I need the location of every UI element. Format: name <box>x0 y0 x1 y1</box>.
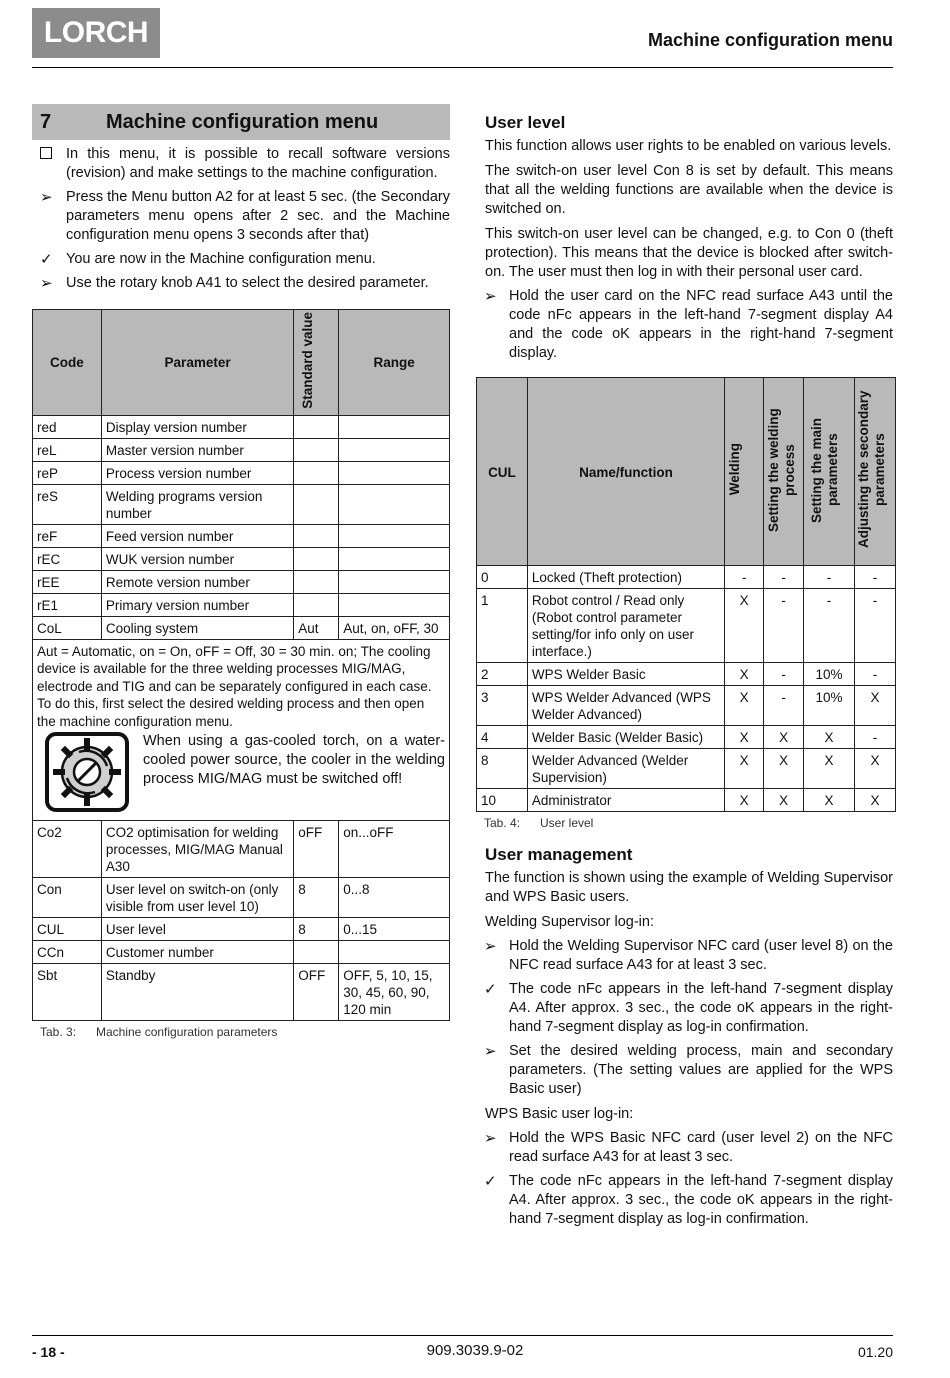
intro-list <box>32 145 450 293</box>
header-parameter: Parameter <box>101 310 293 416</box>
table-row <box>33 524 450 547</box>
cell-range: 0...15 <box>339 918 450 941</box>
cell-parameter: Cooling system <box>101 616 293 639</box>
cell-standard: OFF <box>294 964 339 1021</box>
cell-c2: X <box>764 749 804 789</box>
table-row <box>477 789 896 812</box>
header-setting-main: Setting the main parameters <box>804 378 855 566</box>
cell-standard: 8 <box>294 878 339 918</box>
cell-c1: X <box>725 749 764 789</box>
cell-standard <box>294 524 339 547</box>
cell-c3: X <box>804 749 855 789</box>
cell-cul: 4 <box>477 726 528 749</box>
cell-parameter: Display version number <box>101 415 293 438</box>
table-row <box>33 415 450 438</box>
header-welding: Welding <box>725 378 764 566</box>
document-number: 909.3039.9-02 <box>426 1342 524 1359</box>
user-level-table <box>476 377 896 812</box>
header-rule <box>32 67 893 68</box>
cell-code: rE1 <box>33 593 102 616</box>
config-parameters-table <box>32 309 450 1021</box>
cell-cul: 8 <box>477 749 528 789</box>
right-column <box>476 104 896 1229</box>
table-row <box>477 749 896 789</box>
checkbox-icon <box>32 145 66 183</box>
cell-range: 0...8 <box>339 878 450 918</box>
cell-standard <box>294 438 339 461</box>
cell-parameter: User level <box>101 918 293 941</box>
arrow-icon: ➢ <box>484 938 497 955</box>
header-standard-value: Standard value <box>294 310 339 416</box>
cell-c1: X <box>725 589 764 663</box>
cell-parameter: WUK version number <box>101 547 293 570</box>
cell-c2: - <box>764 686 804 726</box>
arrow-icon: ➢ <box>484 288 497 305</box>
footer-rule <box>32 1335 893 1336</box>
cell-standard: 8 <box>294 918 339 941</box>
cell-cul: 1 <box>477 589 528 663</box>
cell-standard <box>294 593 339 616</box>
table4-caption: Tab. 4: User level <box>484 816 594 830</box>
cell-c3: 10% <box>804 686 855 726</box>
cooling-note-cell <box>33 639 450 821</box>
cell-c4: - <box>854 589 895 663</box>
user-management-heading: User management <box>485 845 633 864</box>
table-row <box>477 589 896 663</box>
um-step: ➢ Hold the Welding Supervisor NFC card (user level 8) on the NFC read surface A43 for at least 3 sec. <box>476 937 893 975</box>
left-column <box>32 104 450 1039</box>
cell-c3: X <box>804 726 855 749</box>
cell-range <box>339 484 450 524</box>
cell-standard <box>294 941 339 964</box>
cooler-warning-icon <box>37 732 143 816</box>
cooler-warning-text: When using a gas-cooled torch, on a water-cooled power source, the cooler in the welding process MIG/MAG must be switched off! <box>143 733 445 788</box>
cell-range <box>339 438 450 461</box>
cell-code: rEC <box>33 547 102 570</box>
cell-c1: X <box>725 663 764 686</box>
cell-c4: - <box>854 663 895 686</box>
warning-block <box>37 732 445 816</box>
header-setting-process: Setting the welding process <box>764 378 804 566</box>
header-cul: CUL <box>477 378 528 566</box>
arrow-icon: ➢ <box>40 275 53 292</box>
cell-name: Administrator <box>527 789 724 812</box>
intro-item: ➢ Use the rotary knob A41 to select the desired parameter. <box>32 274 450 293</box>
cell-code: Co2 <box>33 821 102 878</box>
cell-parameter: Standby <box>101 964 293 1021</box>
table-row <box>33 964 450 1021</box>
cell-name: WPS Welder Advanced (WPS Welder Advanced) <box>527 686 724 726</box>
cell-cul: 3 <box>477 686 528 726</box>
table-row <box>33 918 450 941</box>
cell-parameter: Remote version number <box>101 570 293 593</box>
table-row <box>33 570 450 593</box>
cell-standard <box>294 547 339 570</box>
cell-standard <box>294 484 339 524</box>
cell-name: WPS Welder Basic <box>527 663 724 686</box>
table-row <box>33 878 450 918</box>
header-adjusting-secondary: Adjusting the secondary parameters <box>854 378 895 566</box>
arrow-icon: ➢ <box>484 1043 497 1060</box>
cell-code: Sbt <box>33 964 102 1021</box>
cell-parameter: Process version number <box>101 461 293 484</box>
cell-code: reF <box>33 524 102 547</box>
user-level-step: ➢ Hold the user card on the NFC read surface A43 until the code nFc appears in the left-hand 7-segment display A4 and the code oK appears in the right-hand 7-segment display. <box>476 287 893 363</box>
cell-c3: - <box>804 566 855 589</box>
cooling-note: Aut = Automatic, on = On, oFF = Off, 30 = 30 min. on; The cooling device is available for the three welding processes MIG/MAG, electrode and TIG and can be separately configured in each case. To do this, first select the desired welding process and then open the machine configuration menu. <box>37 643 432 729</box>
cell-range <box>339 524 450 547</box>
table-row <box>33 941 450 964</box>
table-row <box>477 726 896 749</box>
cell-c4: X <box>854 749 895 789</box>
header-code: Code <box>33 310 102 416</box>
cell-code: red <box>33 415 102 438</box>
cell-standard: Aut <box>294 616 339 639</box>
table-row <box>33 593 450 616</box>
cell-cul: 10 <box>477 789 528 812</box>
cell-standard <box>294 461 339 484</box>
arrow-icon: ➢ <box>40 189 53 206</box>
cell-range: OFF, 5, 10, 15, 30, 45, 60, 90, 120 min <box>339 964 450 1021</box>
cell-code: reS <box>33 484 102 524</box>
user-level-heading: User level <box>485 113 566 132</box>
cell-parameter: Master version number <box>101 438 293 461</box>
table-row <box>33 616 450 639</box>
cell-code: CoL <box>33 616 102 639</box>
table-row <box>33 461 450 484</box>
cell-c1: X <box>725 726 764 749</box>
um-step: ➢ Set the desired welding process, main and secondary parameters. (The setting values are applied for the WPS Basic user) <box>476 1042 893 1099</box>
cell-range <box>339 593 450 616</box>
cell-range: on...oFF <box>339 821 450 878</box>
cell-name: Robot control / Read only (Robot control parameter setting/for info only on user interface.) <box>527 589 724 663</box>
table-row <box>33 438 450 461</box>
um-step: ➢ Hold the WPS Basic NFC card (user level 2) on the NFC read surface A43 for at least 3 sec. <box>476 1129 893 1167</box>
cell-range <box>339 461 450 484</box>
cell-c3: X <box>804 789 855 812</box>
intro-item: ✓ You are now in the Machine configuration menu. <box>32 250 450 269</box>
cell-standard: oFF <box>294 821 339 878</box>
cell-cul: 2 <box>477 663 528 686</box>
cell-c2: - <box>764 663 804 686</box>
table-row <box>33 821 450 878</box>
um-step: ✓ The code nFc appears in the left-hand 7-segment display A4. After approx. 3 sec., the code oK appears in the right-hand 7-segment display as log-in confirmation. <box>476 980 893 1037</box>
user-management-section <box>476 844 896 1229</box>
cell-parameter: User level on switch-on (only visible from user level 10) <box>101 878 293 918</box>
cell-c3: 10% <box>804 663 855 686</box>
cell-parameter: CO2 optimisation for welding processes, MIG/MAG Manual A30 <box>101 821 293 878</box>
cell-code: CUL <box>33 918 102 941</box>
intro-item: ➢ Press the Menu button A2 for at least 5 sec. (the Secondary parameters menu opens after 2 sec. and the Machine configuration menu opens 3 seconds after that) <box>32 188 450 245</box>
user-level-section <box>476 104 896 363</box>
cell-c4: X <box>854 789 895 812</box>
table-row <box>477 663 896 686</box>
user-level-p3: This switch-on user level can be changed, e.g. to Con 0 (theft protection). This means that the device is blocked after switch-on. The user must then log in with their personal user card. <box>485 226 893 280</box>
table-row <box>33 547 450 570</box>
cell-cul: 0 <box>477 566 528 589</box>
intro-item: In this menu, it is possible to recall software versions (revision) and make settings to the machine configuration. <box>32 145 450 183</box>
cell-code: reL <box>33 438 102 461</box>
user-level-p2: The switch-on user level Con 8 is set by default. This means that all the welding functions are available when the device is switched on. <box>485 163 893 217</box>
lorch-logo: LORCH <box>32 8 160 58</box>
cell-code: Con <box>33 878 102 918</box>
cell-code: rEE <box>33 570 102 593</box>
um-step: ✓ The code nFc appears in the left-hand 7-segment display A4. After approx. 3 sec., the code oK appears in the right-hand 7-segment display as log-in confirmation. <box>476 1172 893 1229</box>
table3-caption: Tab. 3: Machine configuration parameters <box>40 1025 278 1040</box>
cell-c4: X <box>854 686 895 726</box>
cell-standard <box>294 570 339 593</box>
section-number: 7 <box>40 110 52 133</box>
cell-c2: - <box>764 589 804 663</box>
header-name-function: Name/function <box>527 378 724 566</box>
user-management-p1: The function is shown using the example of Welding Supervisor and WPS Basic users. <box>485 870 893 905</box>
cell-range <box>339 941 450 964</box>
cell-c1: - <box>725 566 764 589</box>
supervisor-login-label: Welding Supervisor log-in: <box>485 914 654 930</box>
check-icon: ✓ <box>40 251 53 268</box>
section-heading <box>32 104 450 140</box>
cell-c3: - <box>804 589 855 663</box>
cell-c2: - <box>764 566 804 589</box>
cell-c1: X <box>725 789 764 812</box>
cell-standard <box>294 415 339 438</box>
cell-code: reP <box>33 461 102 484</box>
header-range: Range <box>339 310 450 416</box>
arrow-icon: ➢ <box>484 1130 497 1147</box>
section-title: Machine configuration menu <box>106 110 379 133</box>
cell-range <box>339 547 450 570</box>
cell-c1: X <box>725 686 764 726</box>
table-row <box>477 566 896 589</box>
page-number: - 18 - <box>32 1344 65 1360</box>
document-date: 01.20 <box>857 1344 893 1360</box>
table-row <box>33 484 450 524</box>
cell-range <box>339 415 450 438</box>
table-row <box>477 686 896 726</box>
cell-name: Welder Advanced (Welder Supervision) <box>527 749 724 789</box>
cell-name: Locked (Theft protection) <box>527 566 724 589</box>
cell-c2: X <box>764 726 804 749</box>
cell-range: Aut, on, oFF, 30 <box>339 616 450 639</box>
cell-parameter: Primary version number <box>101 593 293 616</box>
cell-parameter: Feed version number <box>101 524 293 547</box>
check-icon: ✓ <box>484 1173 497 1190</box>
cell-c2: X <box>764 789 804 812</box>
header-title: Machine configuration menu <box>647 30 893 50</box>
cell-parameter: Customer number <box>101 941 293 964</box>
cell-name: Welder Basic (Welder Basic) <box>527 726 724 749</box>
cell-parameter: Welding programs version number <box>101 484 293 524</box>
cell-range <box>339 570 450 593</box>
cell-c4: - <box>854 726 895 749</box>
user-level-p1: This function allows user rights to be enabled on various levels. <box>485 138 892 154</box>
cell-code: CCn <box>33 941 102 964</box>
cell-c4: - <box>854 566 895 589</box>
wps-login-label: WPS Basic user log-in: <box>485 1106 634 1122</box>
check-icon: ✓ <box>484 981 497 998</box>
